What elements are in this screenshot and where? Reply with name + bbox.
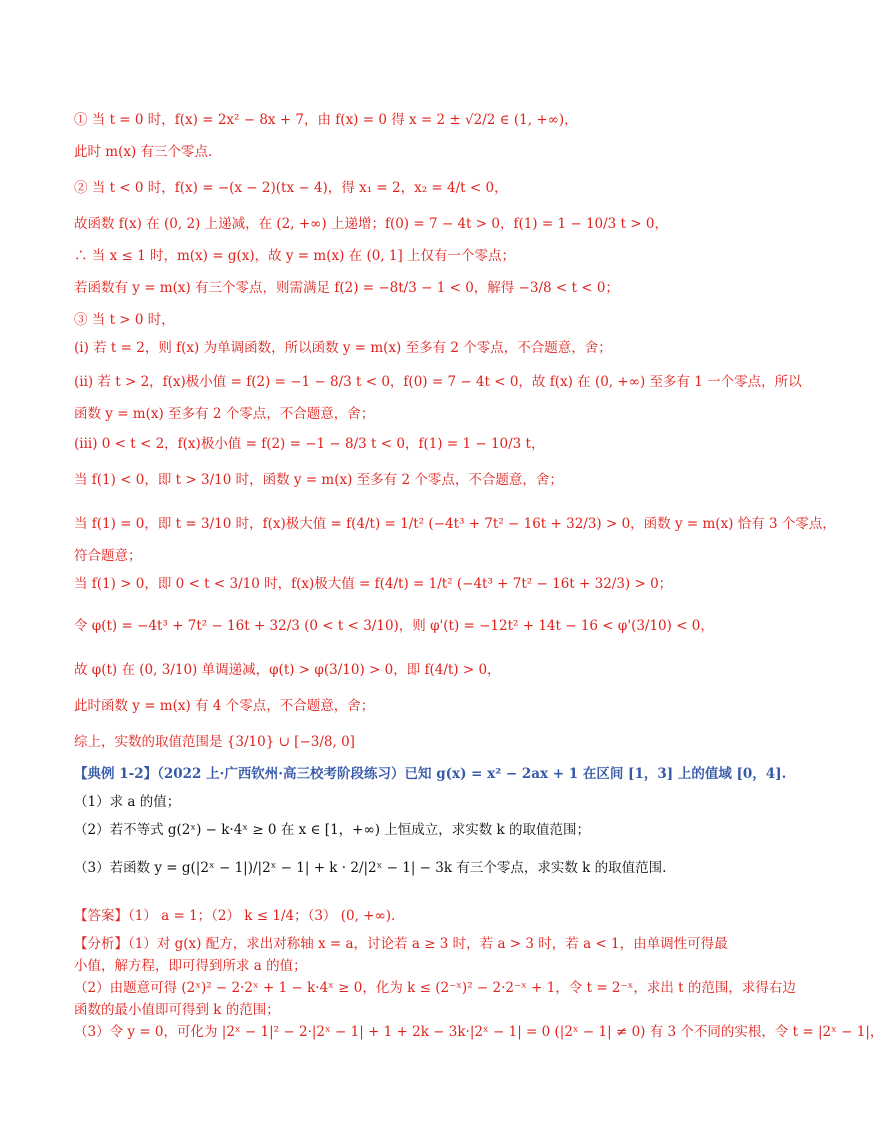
question-1: （1）求 a 的值；	[74, 794, 181, 810]
solution-line-2: 此时 m(x) 有三个零点.	[74, 144, 213, 160]
example-title: 【典例 1-2】（2022 上·广西钦州·高三校考阶段练习）已知 g(x) = x² − 2ax + 1 在区间 [1，3] 上的值域 [0，4].	[74, 766, 787, 782]
analysis-line-2: 小值，解方程，即可得到所求 a 的值；	[74, 958, 307, 974]
solution-line-18: 此时函数 y = m(x) 有 4 个零点，不合题意，舍；	[74, 698, 375, 714]
solution-line-13: 当 f(1) = 0，即 t = 3/10 时，f(x)极大值 = f(4/t) = 1/t² (−4t³ + 7t² − 16t + 32/3) > 0，函数 y = m(x) 恰有 3 个零点，	[74, 516, 836, 532]
solution-line-16: 令 φ(t) = −4t³ + 7t² − 16t + 32/3 (0 < t < 3/10)，则 φ'(t) = −12t² + 14t − 16 < φ'(3/10) < 0，	[74, 618, 714, 634]
solution-line-8: (i) 若 t = 2，则 f(x) 为单调函数，所以函数 y = m(x) 至多有 2 个零点，不合题意，舍；	[74, 340, 612, 356]
question-2: （2）若不等式 g(2ˣ) − k·4ˣ ≥ 0 在 x ∈ [1，+∞) 上恒成立，求实数 k 的取值范围；	[74, 822, 591, 838]
solution-line-9: (ii) 若 t > 2，f(x)极小值 = f(2) = −1 − 8/3 t < 0，f(0) = 7 − 4t < 0，故 f(x) 在 (0, +∞) 至多有 1 一个零点，所以	[74, 374, 802, 390]
solution-line-15: 当 f(1) > 0，即 0 < t < 3/10 时，f(x)极大值 = f(4/t) = 1/t² (−4t³ + 7t² − 16t + 32/3) > 0；	[74, 576, 673, 592]
solution-line-7: ③ 当 t > 0 时，	[74, 312, 175, 328]
analysis-line-1: 【分析】（1）对 g(x) 配方，求出对称轴 x = a，讨论若 a ≥ 3 时，若 a > 3 时，若 a < 1，由单调性可得最	[74, 936, 728, 952]
analysis-line-4: 函数的最小值即可得到 k 的范围；	[74, 1002, 280, 1018]
solution-line-17: 故 φ(t) 在 (0, 3/10) 单调递减，φ(t) > φ(3/10) > 0，即 f(4/t) > 0，	[74, 662, 501, 678]
solution-line-19: 综上，实数的取值范围是 {3/10} ∪ [−3/8, 0]	[74, 734, 355, 750]
question-3: （3）若函数 y = g(|2ˣ − 1|)/|2ˣ − 1| + k · 2/|2ˣ − 1| − 3k 有三个零点，求实数 k 的取值范围.	[74, 860, 667, 876]
solution-line-11: (iii) 0 < t < 2，f(x)极小值 = f(2) = −1 − 8/3 t < 0，f(1) = 1 − 10/3 t，	[74, 436, 545, 452]
solution-line-1: ① 当 t = 0 时，f(x) = 2x² − 8x + 7，由 f(x) = 0 得 x = 2 ± √2/2 ∈ (1, +∞)，	[74, 112, 578, 128]
analysis-line-3: （2）由题意可得 (2ˣ)² − 2·2ˣ + 1 − k·4ˣ ≥ 0，化为 k ≤ (2⁻ˣ)² − 2·2⁻ˣ + 1，令 t = 2⁻ˣ，求出 t 的范围，求得右边	[74, 980, 796, 996]
solution-line-10: 函数 y = m(x) 至多有 2 个零点，不合题意，舍；	[74, 406, 375, 422]
solution-line-6: 若函数有 y = m(x) 有三个零点，则需满足 f(2) = −8t/3 − 1 < 0，解得 −3/8 < t < 0；	[74, 280, 619, 296]
solution-line-14: 符合题意；	[74, 548, 142, 564]
analysis-line-5: （3）令 y = 0，可化为 |2ˣ − 1|² − 2·|2ˣ − 1| + 1 + 2k − 3k·|2ˣ − 1| = 0 (|2ˣ − 1| ≠ 0) 有 3 个不同的实根，令 t = |2ˣ − 1|，	[74, 1024, 883, 1040]
solution-line-4: 故函数 f(x) 在 (0, 2) 上递减，在 (2, +∞) 上递增；f(0) = 7 − 4t > 0，f(1) = 1 − 10/3 t > 0，	[74, 216, 668, 232]
solution-line-5: ∴ 当 x ≤ 1 时，m(x) = g(x)，故 y = m(x) 在 (0, 1] 上仅有一个零点；	[74, 248, 516, 264]
solution-line-12: 当 f(1) < 0，即 t > 3/10 时，函数 y = m(x) 至多有 2 个零点，不合题意，舍；	[74, 472, 563, 488]
solution-line-3: ② 当 t < 0 时，f(x) = −(x − 2)(tx − 4)，得 x₁ = 2，x₂ = 4/t < 0，	[74, 180, 508, 196]
answer-line: 【答案】（1） a = 1；（2） k ≤ 1/4；（3） (0, +∞).	[74, 908, 396, 924]
